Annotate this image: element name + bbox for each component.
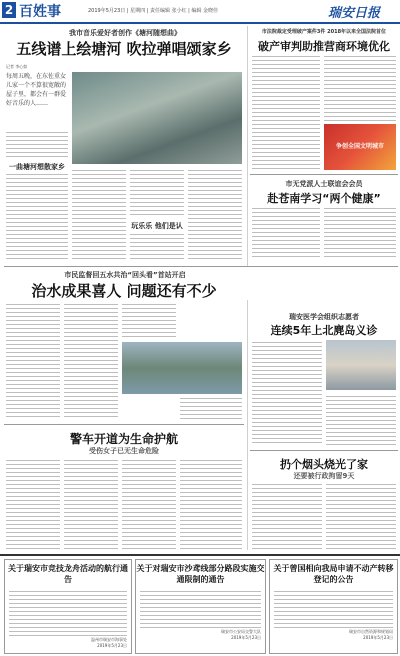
tang-text-col3b	[130, 232, 184, 260]
notice-title: 关于对瑞安市沙鸢线部分路段实施交通限制的通告	[136, 564, 265, 584]
notice-date: 2019年5月23日	[231, 635, 261, 640]
water-text-col4	[180, 396, 242, 420]
page-number: 2	[2, 2, 16, 18]
court-headline: 破产审判助推营商环境优化	[258, 40, 390, 53]
notice-date: 2019年5月23日	[363, 635, 393, 640]
section-rule	[4, 424, 244, 425]
tang-lead: 每周五晚，在东佐重女儿家一个不算很宽敞的屋子里，都会有一群爱好音乐的人……	[6, 73, 67, 107]
car-text-col1	[6, 458, 60, 550]
tang-kicker: 我市音乐爱好者创作《塘河随想曲》	[69, 29, 181, 37]
car-text-col2	[64, 458, 118, 550]
tang-subhead-1: 一曲塘河想散家乡	[9, 163, 65, 171]
newspaper-logo: 瑞安日报	[328, 6, 381, 21]
water-photo	[122, 342, 242, 394]
clinic-text-col2	[326, 394, 396, 446]
section-title: 百姓事	[19, 4, 61, 20]
tang-text-col1a	[6, 130, 68, 160]
clinic-text-col1	[252, 340, 322, 446]
water-kicker: 市民监督回五水共治“回头看”首站开启	[64, 271, 186, 279]
clinic-kicker: 瑞安医学会组织志愿者	[289, 313, 359, 321]
court-kicker: 市法院裁定受理破产案件3件 2018年以来全国法院首位	[261, 29, 387, 35]
issue-info: 2019年5月23日 | 星期四 | 责任编辑 张小红 | 编辑 金晓佳	[88, 8, 219, 14]
column-divider	[247, 26, 248, 266]
notice-signature: 瑞安市公安局交警大队	[221, 629, 261, 634]
section-rule	[250, 174, 398, 175]
notice-dragon-boat	[4, 559, 132, 654]
notice-signature: 瑞安市自然资源和规划局	[349, 629, 393, 634]
car-text-col3	[122, 458, 176, 550]
party-headline: 赴苍南学习“两个健康”	[267, 192, 381, 205]
cigarette-text-col2	[326, 482, 396, 550]
car-headline: 警车开道为生命护航	[69, 432, 178, 446]
tang-headline: 五线谱上绘塘河 吹拉弹唱颂家乡	[16, 40, 232, 58]
clinic-headline: 连续5年上北麂岛义诊	[270, 324, 378, 337]
party-text-col2	[324, 206, 396, 260]
civilization-poster	[324, 124, 396, 170]
notice-body	[140, 589, 261, 629]
notice-traffic	[135, 559, 266, 654]
party-text-col1	[252, 206, 320, 260]
section-rule	[4, 266, 398, 267]
tang-text-col4	[188, 168, 242, 260]
tang-text-col2	[72, 168, 126, 260]
notice-rule	[0, 554, 400, 556]
cigarette-subhead: 还要被行政拘留9天	[293, 472, 355, 480]
water-text-col2	[64, 302, 118, 420]
tang-byline: 记者 李心如	[6, 64, 28, 69]
notice-date: 2019年5月23日	[97, 643, 127, 648]
water-headline: 治水成果喜人 问题还有不少	[31, 282, 217, 300]
column-divider	[247, 300, 248, 550]
party-kicker: 市无党派人士联谊会会员	[285, 180, 363, 188]
tang-photo	[72, 72, 242, 164]
poster-text: 争创全国文明城市	[335, 143, 384, 150]
notice-signature: 温州市瑞安市海事处	[91, 637, 127, 642]
notice-body	[274, 589, 393, 629]
notice-title: 关于曾国相向我局申请不动产转移登记的公告	[273, 564, 394, 584]
notice-property	[269, 559, 398, 654]
court-text-col1	[252, 54, 320, 170]
car-subhead: 受伤女子已无生命危险	[89, 447, 159, 455]
court-text-col2	[324, 54, 396, 122]
tang-text-col3a	[130, 168, 184, 218]
tang-subhead-2: 玩乐乐 他们是认	[131, 222, 183, 230]
cigarette-text-col1	[252, 482, 322, 550]
water-text-col1	[6, 302, 60, 420]
notice-title: 关于瑞安市竞技龙舟活动的航行通告	[8, 564, 128, 584]
water-text-col3	[122, 302, 176, 340]
section-rule	[250, 450, 398, 451]
notice-body	[9, 589, 127, 637]
car-text-col4	[180, 458, 242, 550]
clinic-photo	[326, 340, 396, 390]
tang-text-col1b	[6, 172, 68, 260]
cigarette-headline: 扔个烟头烧光了家	[280, 458, 368, 471]
